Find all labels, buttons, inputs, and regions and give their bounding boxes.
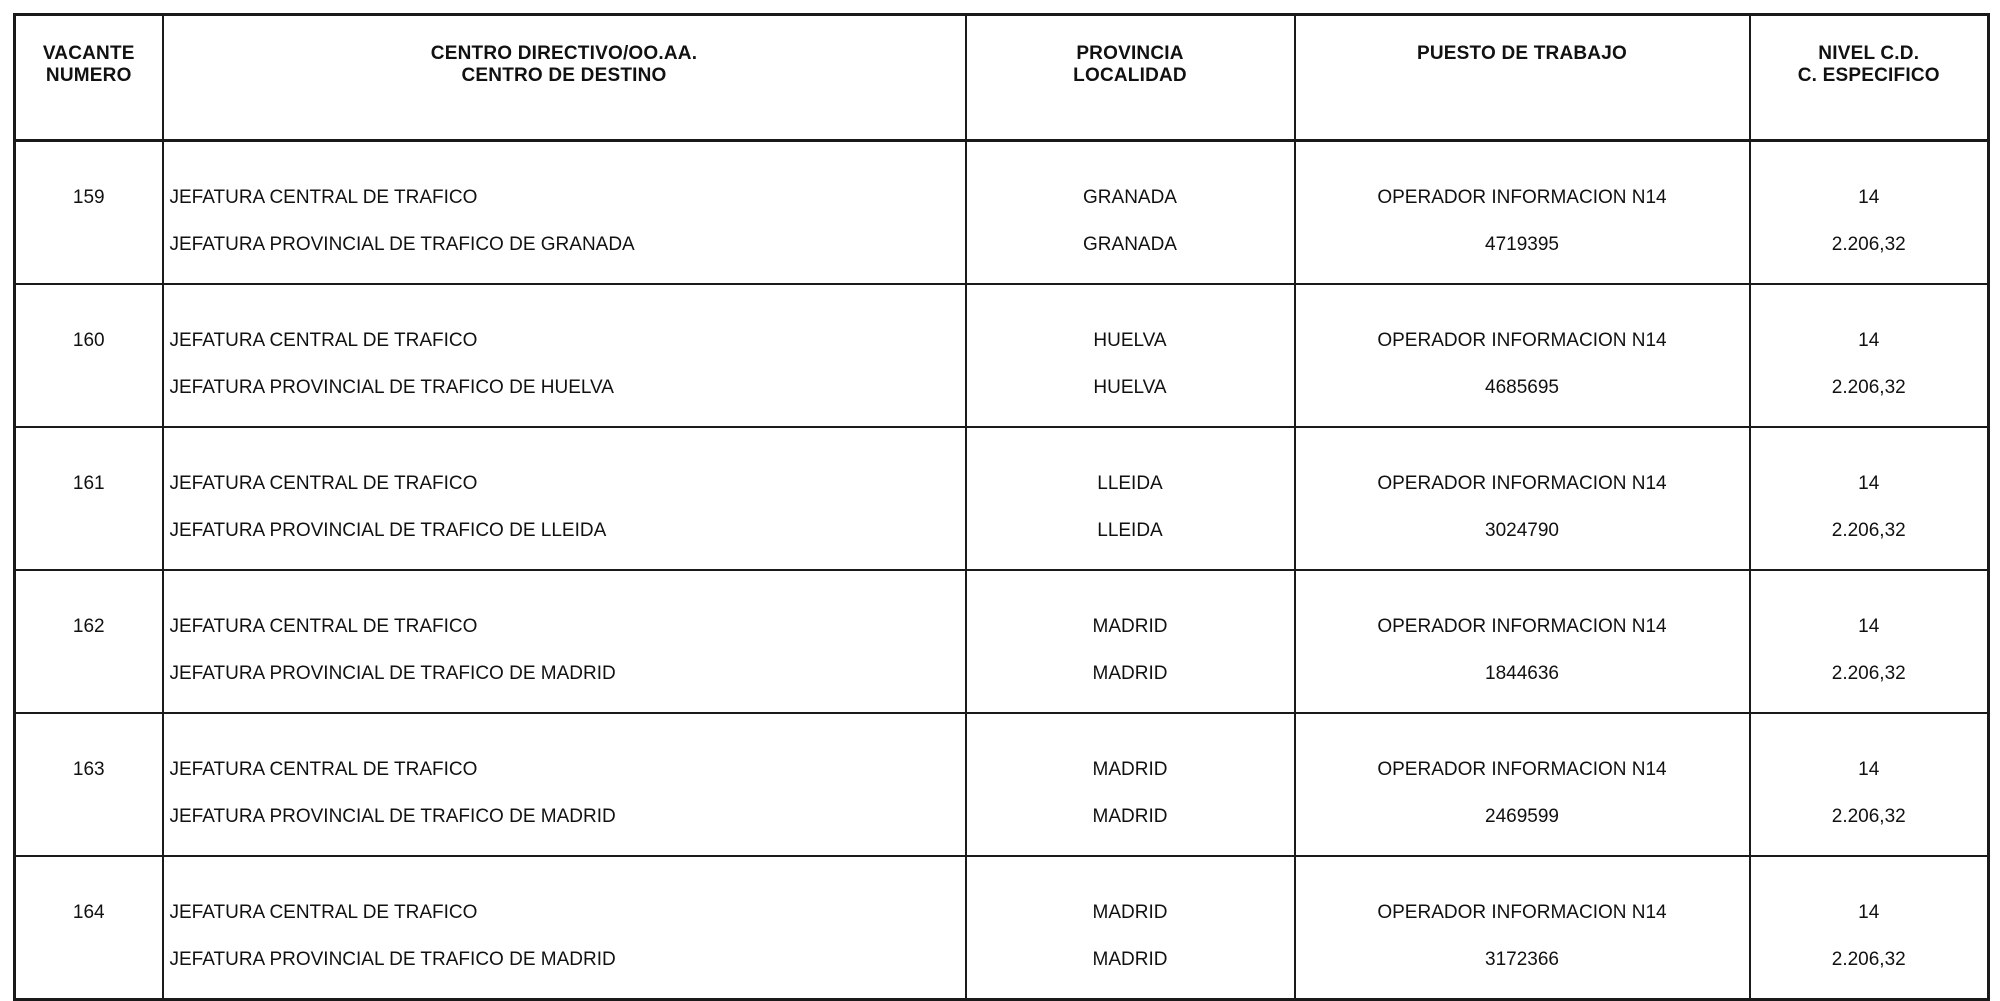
puesto-trabajo: OPERADOR INFORMACION N14 bbox=[1377, 902, 1667, 923]
centro-destino: JEFATURA PROVINCIAL DE TRAFICO DE HUELVA bbox=[169, 377, 614, 398]
nivel-cell bbox=[1750, 713, 1989, 856]
provincia: MADRID bbox=[1092, 902, 1168, 923]
localidad: MADRID bbox=[1092, 949, 1168, 970]
nivel-cell bbox=[1750, 284, 1989, 427]
localidad: LLEIDA bbox=[1097, 520, 1163, 541]
puesto-trabajo: OPERADOR INFORMACION N14 bbox=[1377, 759, 1667, 780]
header-nivel: NIVEL C.D. C. ESPECIFICO bbox=[1750, 15, 1989, 141]
puesto-cell bbox=[1295, 284, 1750, 427]
centro-directivo: JEFATURA CENTRAL DE TRAFICO bbox=[169, 330, 478, 351]
header-row bbox=[15, 15, 1989, 141]
complemento-especifico: 2.206,32 bbox=[1831, 520, 1906, 541]
puesto-trabajo: OPERADOR INFORMACION N14 bbox=[1377, 473, 1667, 494]
nivel-cell bbox=[1750, 427, 1989, 570]
centro-destino: JEFATURA PROVINCIAL DE TRAFICO DE GRANADA bbox=[169, 234, 635, 255]
nivel-cd: 14 bbox=[1858, 616, 1880, 637]
centro-cell bbox=[163, 284, 966, 427]
vacante-cell bbox=[15, 427, 163, 570]
puesto-trabajo: OPERADOR INFORMACION N14 bbox=[1377, 616, 1667, 637]
puesto-codigo: 1844636 bbox=[1485, 663, 1559, 684]
centro-cell bbox=[163, 713, 966, 856]
header-centro: CENTRO DIRECTIVO/OO.AA. CENTRO DE DESTINO bbox=[163, 15, 966, 141]
table-row bbox=[15, 570, 1989, 713]
puesto-cell bbox=[1295, 713, 1750, 856]
complemento-especifico: 2.206,32 bbox=[1831, 949, 1906, 970]
nivel-cd: 14 bbox=[1858, 759, 1880, 780]
centro-directivo: JEFATURA CENTRAL DE TRAFICO bbox=[169, 473, 478, 494]
centro-directivo: JEFATURA CENTRAL DE TRAFICO bbox=[169, 187, 478, 208]
puesto-cell bbox=[1295, 570, 1750, 713]
centro-cell bbox=[163, 856, 966, 1000]
puesto-codigo: 2469599 bbox=[1485, 806, 1559, 827]
header-vacante: VACANTE NUMERO bbox=[15, 15, 163, 141]
complemento-especifico: 2.206,32 bbox=[1831, 806, 1906, 827]
puesto-codigo: 3172366 bbox=[1485, 949, 1559, 970]
header-provincia: PROVINCIA LOCALIDAD bbox=[966, 15, 1295, 141]
centro-destino: JEFATURA PROVINCIAL DE TRAFICO DE MADRID bbox=[169, 663, 616, 684]
centro-directivo: JEFATURA CENTRAL DE TRAFICO bbox=[169, 902, 478, 923]
table-header bbox=[15, 15, 1989, 141]
vacante-number: 163 bbox=[72, 759, 105, 780]
vacancies-table bbox=[13, 13, 1990, 1001]
centro-destino: JEFATURA PROVINCIAL DE TRAFICO DE MADRID bbox=[169, 949, 616, 970]
vacante-cell bbox=[15, 141, 163, 285]
provincia: GRANADA bbox=[1083, 187, 1177, 208]
table-row bbox=[15, 141, 1989, 285]
nivel-cd: 14 bbox=[1858, 902, 1880, 923]
table-row bbox=[15, 284, 1989, 427]
centro-directivo: JEFATURA CENTRAL DE TRAFICO bbox=[169, 616, 478, 637]
puesto-cell bbox=[1295, 141, 1750, 285]
puesto-codigo: 3024790 bbox=[1485, 520, 1559, 541]
vacante-number: 164 bbox=[72, 902, 105, 923]
vacante-number: 160 bbox=[72, 330, 105, 351]
provincia: HUELVA bbox=[1093, 330, 1167, 351]
provincia: MADRID bbox=[1092, 759, 1168, 780]
table-body bbox=[15, 141, 1989, 1000]
vacante-cell bbox=[15, 856, 163, 1000]
table-row bbox=[15, 427, 1989, 570]
vacante-cell bbox=[15, 284, 163, 427]
provincia-cell bbox=[966, 427, 1295, 570]
localidad: GRANADA bbox=[1083, 234, 1177, 255]
complemento-especifico: 2.206,32 bbox=[1831, 663, 1906, 684]
puesto-codigo: 4685695 bbox=[1485, 377, 1559, 398]
centro-destino: JEFATURA PROVINCIAL DE TRAFICO DE MADRID bbox=[169, 806, 616, 827]
complemento-especifico: 2.206,32 bbox=[1831, 377, 1906, 398]
nivel-cd: 14 bbox=[1858, 187, 1880, 208]
vacante-cell bbox=[15, 713, 163, 856]
centro-cell bbox=[163, 570, 966, 713]
provincia-cell bbox=[966, 856, 1295, 1000]
provincia-cell bbox=[966, 713, 1295, 856]
centro-cell bbox=[163, 427, 966, 570]
table-row bbox=[15, 856, 1989, 1000]
localidad: MADRID bbox=[1092, 663, 1168, 684]
provincia-cell bbox=[966, 284, 1295, 427]
nivel-cd: 14 bbox=[1858, 473, 1880, 494]
localidad: MADRID bbox=[1092, 806, 1168, 827]
nivel-cd: 14 bbox=[1858, 330, 1880, 351]
puesto-cell bbox=[1295, 427, 1750, 570]
puesto-trabajo: OPERADOR INFORMACION N14 bbox=[1377, 330, 1667, 351]
puesto-trabajo: OPERADOR INFORMACION N14 bbox=[1377, 187, 1667, 208]
provincia-cell bbox=[966, 141, 1295, 285]
nivel-cell bbox=[1750, 570, 1989, 713]
table-row bbox=[15, 713, 1989, 856]
vacante-number: 161 bbox=[72, 473, 105, 494]
centro-cell bbox=[163, 141, 966, 285]
provincia: MADRID bbox=[1092, 616, 1168, 637]
header-puesto: PUESTO DE TRABAJO bbox=[1295, 15, 1750, 141]
nivel-cell bbox=[1750, 141, 1989, 285]
provincia-cell bbox=[966, 570, 1295, 713]
centro-destino: JEFATURA PROVINCIAL DE TRAFICO DE LLEIDA bbox=[169, 520, 607, 541]
vacante-number: 159 bbox=[72, 187, 105, 208]
vacante-number: 162 bbox=[72, 616, 105, 637]
vacante-cell bbox=[15, 570, 163, 713]
puesto-cell bbox=[1295, 856, 1750, 1000]
centro-directivo: JEFATURA CENTRAL DE TRAFICO bbox=[169, 759, 478, 780]
puesto-codigo: 4719395 bbox=[1485, 234, 1559, 255]
complemento-especifico: 2.206,32 bbox=[1831, 234, 1906, 255]
provincia: LLEIDA bbox=[1097, 473, 1163, 494]
localidad: HUELVA bbox=[1093, 377, 1167, 398]
nivel-cell bbox=[1750, 856, 1989, 1000]
